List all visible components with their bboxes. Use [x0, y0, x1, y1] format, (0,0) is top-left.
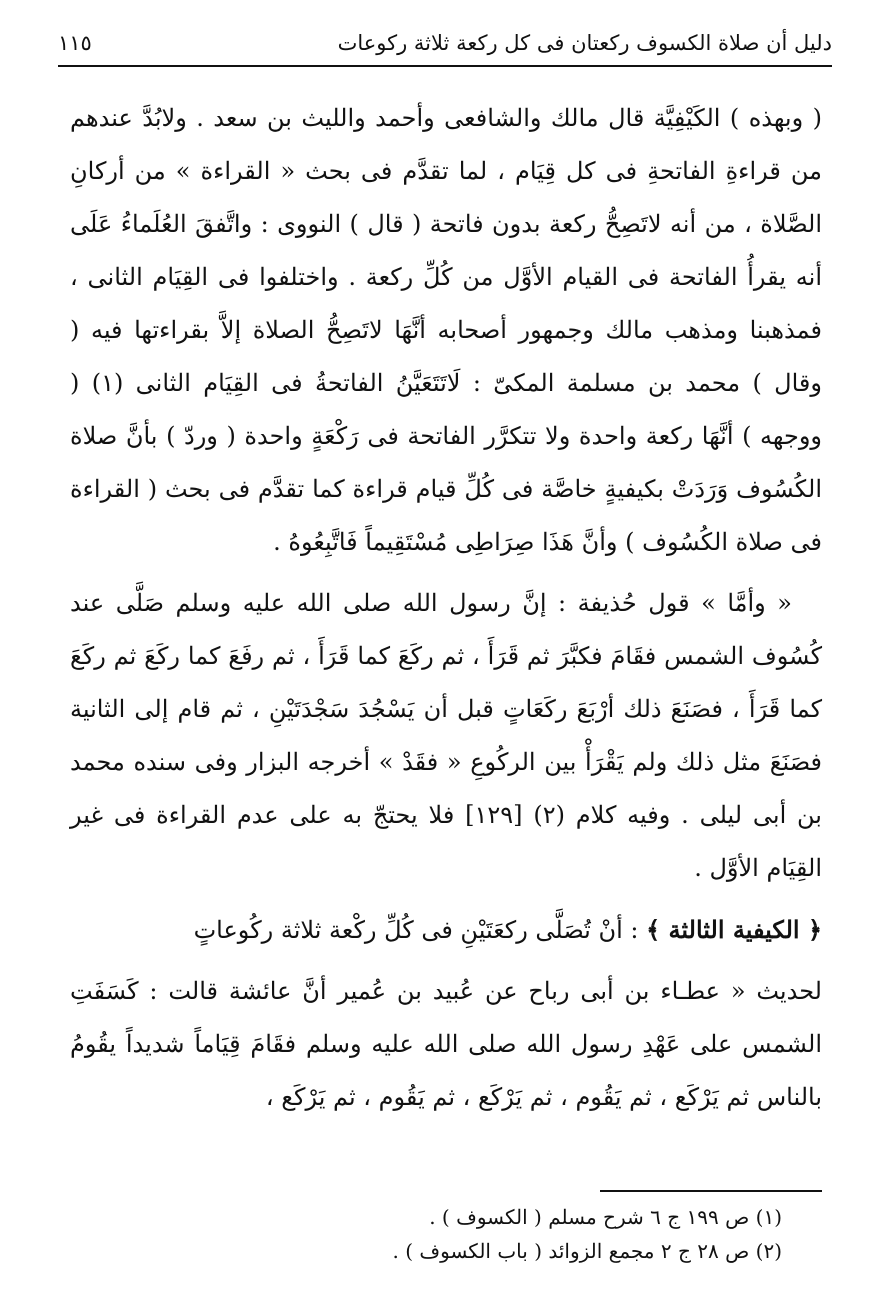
footnotes [70, 1200, 782, 1268]
main-text [70, 92, 822, 1124]
paragraph-1: ( وبهذه ) الكَيْفِيَّة قال مالك والشافعى وأحمد والليث بن سعد . ولابُدَّ عندهم من قراءةِ الفاتحةِ فى كل قِيَام ، لما تقدَّم فى بحث « القراءة » من أركانِ الصَّلاة ، من أنه لاتَصِحُّ ركعة بدون فاتحة ( قال ) النووى : واتَّفقَ العُلَماءُ عَلَى أنه يقرأُ الفاتحة فى القيام الأوَّل من كُلِّ ركعة . واختلفوا فى القِيَام الثانى ، فمذهبنا ومذهب مالك وجمهور أصحابه أنَّهَا لاتَصِحُّ الصلاة إلاَّ بقراءتها فيه ( وقال ) محمد بن مسلمة المكىّ : لَاتَتَعَيَّنُ الفاتحةُ فى القِيَام الثانى (١) ( ووجهه ) أنَّهَا ركعة واحدة ولا تتكرَّر الفاتحة فى رَكْعَةٍ واحدة ( وردّ ) بأنَّ صلاة الكُسُوف وَرَدَتْ بكيفيةٍ خاصَّة فى كُلِّ قيام قراءة كما تقدَّم فى بحث ( القراءة فى صلاة الكُسُوف ) وأنَّ هَذَا صِرَاطِى مُسْتَقِيماً فَاتَّبِعُوهُ . [70, 104, 822, 556]
footnote-1: (١) ص ١٩٩ ج ٦ شرح مسلم ( الكسوف ) . [429, 1205, 782, 1229]
section-heading-paragraph [70, 903, 822, 957]
page-header [58, 22, 832, 66]
header-rule [58, 65, 832, 67]
running-title: دليل أن صلاة الكسوف ركعتان فى كل ركعة ثلاثة ركوعات [337, 31, 832, 55]
section-heading: ﴿ الكيفية الثالثة ﴾ [646, 915, 822, 944]
paragraph-2: « وأمَّا » قول حُذيفة : إنَّ رسول الله صلى الله عليه وسلم صَلَّى عند كُسُوف الشمس فقَامَ فكبَّرَ ثم قَرَأَ ، ثم ركَعَ كما قَرَأَ ، ثم رفَعَ كما ركَعَ ثم ركَعَ كما قَرَأَ ، فصَنَعَ ذلك أرْبَعَ ركَعَاتٍ قبل أن يَسْجُدَ سَجْدَتَيْنِ ، ثم قام إلى الثانية فصَنَعَ مثل ذلك ولم يَقْرَأْ بين الركُوعِ « فقَدْ » أخرجه البزار وفى سنده محمد بن أبى ليلى . وفيه كلام (٢) [١٢٩] فلا يحتجّ به على عدم القراءة فى غير القِيَام الأوَّل . [70, 589, 822, 882]
section-heading-text: : أنْ تُصَلَّى ركعَتَيْنِ فى كُلِّ ركْعة ثلاثة ركُوعاتٍ [193, 916, 647, 944]
paragraph-3: لحديث « عطـاء بن أبى رباح عن عُبيد بن عُمير أنَّ عائشة قالت : كَسَفَتِ الشمس على عَهْدِ رسول الله صلى الله عليه وسلم فقَامَ قِيَاماً شديداً يقُومُ بالناس ثم يَرْكَع ، ثم يَقُوم ، ثم يَرْكَع ، ثم يَقُوم ، ثم يَرْكَع ، [70, 977, 822, 1111]
footnote-rule [600, 1190, 822, 1192]
footnote-2: (٢) ص ٢٨ ج ٢ مجمع الزوائد ( باب الكسوف ) . [392, 1239, 782, 1263]
page-number: ١١٥ [58, 31, 92, 55]
